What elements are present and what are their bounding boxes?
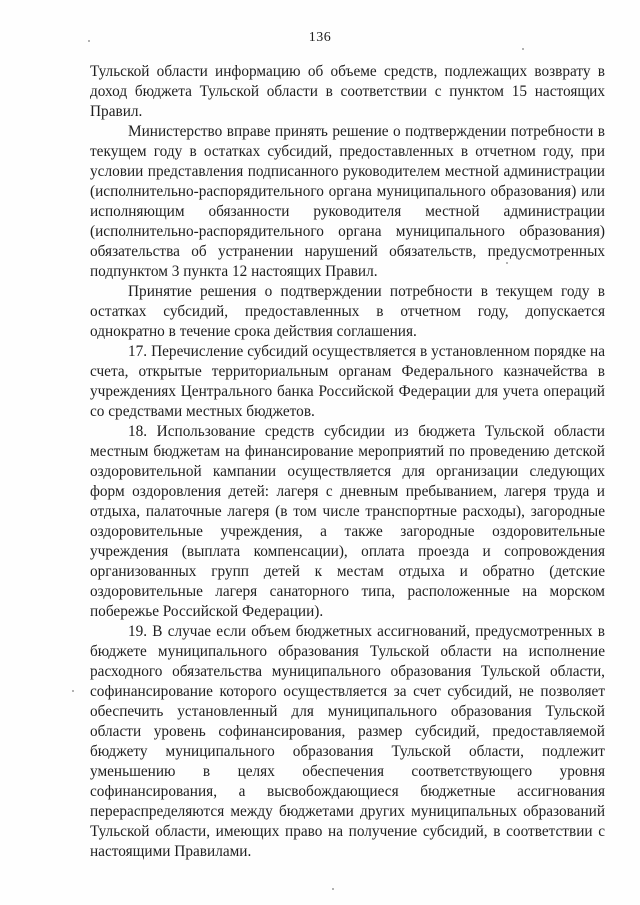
scan-speck xyxy=(332,888,334,890)
paragraph-item-18: 18. Использование средств субсидии из бюджета Тульской области местным бюджетам на финансирование мероприятий по проведению детской оздоровительной кампании осуществляется для организации следующих форм оздоровления детей: лагеря с дневным пребыванием, лагеря труда и отдыха, палаточные лагеря (в том числе транспортные расходы), загородные оздоровительные учреждения, а также загородные оздоровительные учреждения (выплата компенсации), оплата проезда и сопровождения организованных групп детей к местам отдыха и обратно (детские оздоровительные лагеря санаторного типа, расположенные на морском побережье Российской Федерации). xyxy=(90,423,605,620)
scan-speck xyxy=(522,48,524,50)
paragraph-ministry-decision: Министерство вправе принять решение о подтверждении потребности в текущем году в остатках субсидий, предоставленных в отчетном году, при условии представления подписанного руководителем местной администрации (исполнительно-распорядительного органа муниципального образования) или исполняющим обязанности руководителя местной администрации (исполнительно-распорядительного органа муниципального образования) обязательства об устранении нарушений обязательств, предусмотренных подпунктом 3 пункта 12 настоящих Правил. xyxy=(90,123,605,280)
document-body xyxy=(90,62,605,862)
paragraph-item-19: 19. В случае если объем бюджетных ассигнований, предусмотренных в бюджете муниципального образования Тульской области на исполнение расходного обязательства муниципального образования Тульской области, софинансирование которого осуществляется за счет субсидий, не позволяет обеспечить установленный для муниципального образования Тульской области уровень софинансирования, размер субсидий, предоставляемой бюджету муниципального образования Тульской области, подлежит уменьшению в целях обеспечения соответствующего уровня софинансирования, а высвобождающиеся бюджетные ассигнования перераспределяются между бюджетами других муниципальных образований Тульской области, имеющих право на получение субсидий, в соответствии с настоящими Правилами. xyxy=(90,623,605,860)
scan-speck xyxy=(506,262,508,264)
scan-speck xyxy=(88,40,90,42)
paragraph-item-17: 17. Перечисление субсидий осуществляется в установленном порядке на счета, открытые территориальным органам Федерального казначейства в учреждениях Центрального банка Российской Федерации для учета операций со средствами местных бюджетов. xyxy=(90,343,605,420)
scan-speck xyxy=(72,690,74,692)
page-number: 136 xyxy=(308,30,332,45)
paragraph-continuation: Тульской области информацию об объеме средств, подлежащих возврату в доход бюджета Тульской области в соответствии с пунктом 15 настоящих Правил. xyxy=(90,63,605,120)
paragraph-decision-once: Принятие решения о подтверждении потребности в текущем году в остатках субсидий, предоставленных в отчетном году, допускается однократно в течение срока действия соглашения. xyxy=(90,283,605,340)
